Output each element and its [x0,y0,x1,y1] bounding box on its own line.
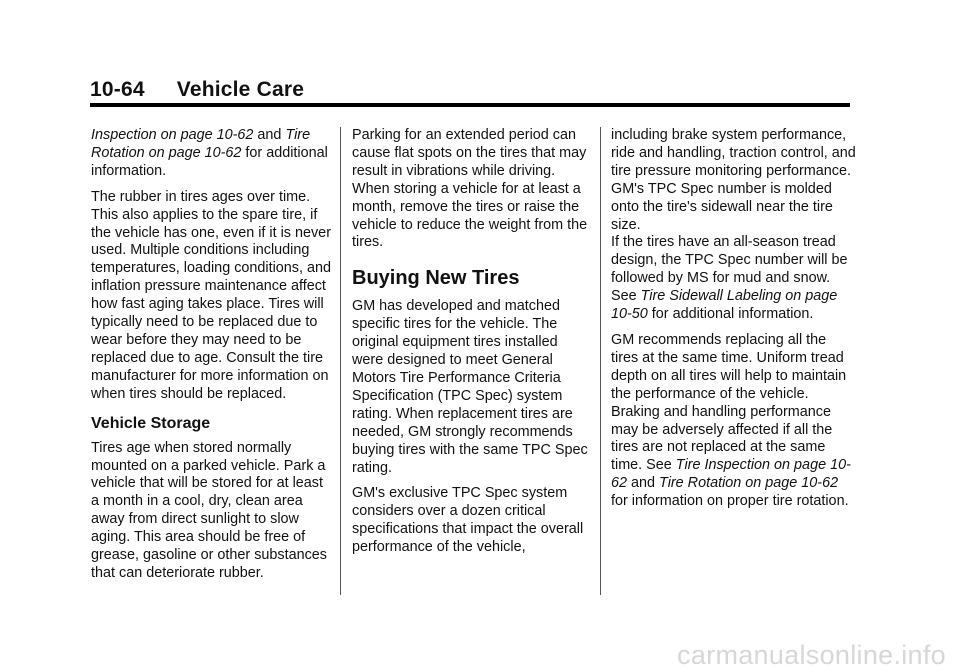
cross-reference-link[interactable]: Inspection on page 10-62 [91,127,254,143]
section-title: Vehicle Care [176,78,305,101]
cross-reference-link[interactable]: Tire Rotation on page 10-62 [659,475,839,492]
paragraph-text: for additional information. [91,144,328,179]
paragraph-text: for information on proper tire rotation. [611,493,849,510]
paragraph-flat-spots: Parking for an extended period can cause flat spots on the tires that may result in vibrations while driving. When storing a vehicle for at least a month, remove the tires or raise the vehicle to reduce the weight from the tires. [352,127,588,251]
cross-reference-link[interactable]: Tire Sidewall Labeling on page 10-50 [611,288,838,323]
watermark: carmanualsonline.info [677,640,946,670]
page-number: 10-64 [90,78,145,101]
paragraph-text: If the tires have an all-season tread design, the TPC Spec number will be followed by MS for mud and snow. See [611,234,848,305]
paragraph-storage: Tires age when stored normally mounted on a parked vehicle. Park a vehicle that will be stored for at least a month in a cool, dry, clean area away from direct sunlight to slow aging. This area should be free of grease, gasoline or other substances that can deteriorate rubber. [91,439,327,581]
paragraph-tpc-spec: GM has developed and matched specific tires for the vehicle. The original equipment tires installed were designed to meet General Motors Tire Performance Criteria Specification (TPC Spec) system rating. When replacement tires are needed, GM strongly recommends buying tires with the same TPC Spec rating. [352,298,588,476]
paragraph-tpc-exclusive: GM's exclusive TPC Spec system considers over a dozen critical specifications that impact the overall performance of the vehicle, [352,485,584,556]
column-1 [91,127,331,591]
paragraph-text: GM recommends replacing all the tires at the same time. Uniform tread depth on all tires will help to maintain the performance of the vehicle. Braking and handling performance may be adversely affected if all the tires are not replaced at the same time. See [611,331,847,474]
column-3 [611,127,856,519]
paragraph-aging-references [91,127,331,181]
column-2 [352,127,592,565]
page-header [90,78,304,102]
paragraph-text: and [253,127,286,143]
cross-reference-link[interactable]: Tire Rotation on page 10-62 [91,127,311,161]
cross-reference-link[interactable]: Tire Inspection on page 10-62 [611,457,851,492]
paragraph-text: for additional information. [647,306,814,323]
heading-buying-new-tires: Buying New Tires [352,267,520,290]
paragraph-tire-aging: The rubber in tires ages over time. This also applies to the spare tire, if the vehicle has one, even if it is never used. Multiple conditions including temperatures, loading conditions, and inflation pressure maintenance affect how fast aging takes place. Tires will typically need to be replaced due to wear before they may need to be replaced due to age. Consult the tire manufacturer for more information on when tires should be replaced. [91,188,331,402]
heading-vehicle-storage: Vehicle Storage [91,414,211,432]
paragraph-text: and [627,475,660,492]
paragraph-tpc-performance: including brake system performance, ride and handling, traction control, and tire pressure monitoring performance. GM's TPC Spec number is molded onto the tire's sidewall near the tire size. [611,127,856,233]
header-rule [90,103,850,107]
paragraph-all-season [611,234,856,324]
paragraph-replace-all [611,332,856,511]
column-divider-1 [340,127,341,595]
column-divider-2 [600,127,601,595]
